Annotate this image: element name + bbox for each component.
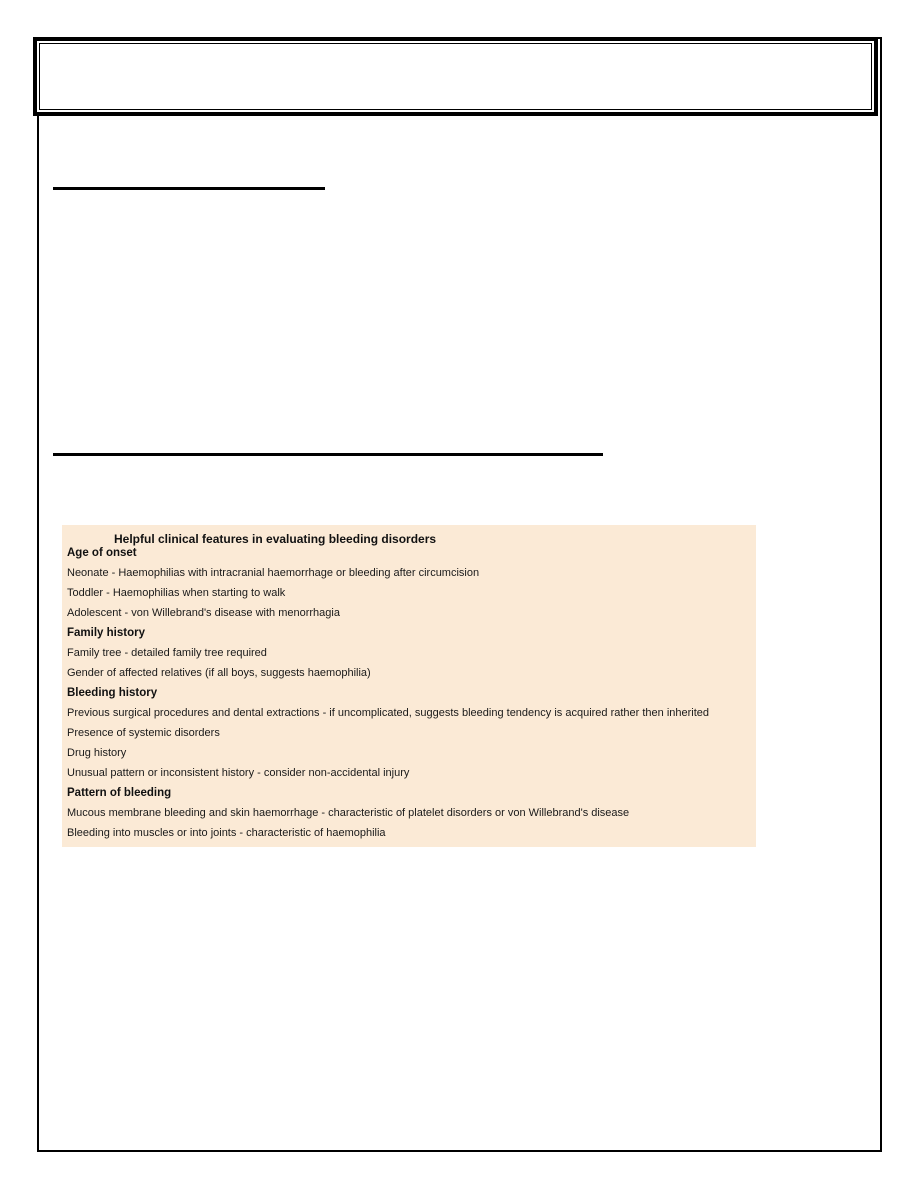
table-row: Adolescent - von Willebrand's disease with menorrhagia bbox=[67, 607, 340, 619]
table-row: Gender of affected relatives (if all boys, suggests haemophilia) bbox=[67, 667, 371, 679]
table-row: Unusual pattern or inconsistent history - consider non-accidental injury bbox=[67, 767, 410, 779]
section-heading-age-of-onset: Age of onset bbox=[67, 547, 137, 559]
clinical-features-table bbox=[62, 525, 756, 847]
section-heading-family-history: Family history bbox=[67, 627, 145, 639]
table-row: Toddler - Haemophilias when starting to walk bbox=[67, 587, 286, 599]
table-row: Neonate - Haemophilias with intracranial haemorrhage or bleeding after circumcision bbox=[67, 567, 480, 579]
table-title: Helpful clinical features in evaluating bleeding disorders bbox=[114, 532, 437, 546]
table-row: Bleeding into muscles or into joints - characteristic of haemophilia bbox=[67, 827, 386, 839]
table-row: Drug history bbox=[67, 747, 127, 759]
table-row: Family tree - detailed family tree required bbox=[67, 647, 267, 659]
section-heading-pattern-of-bleeding: Pattern of bleeding bbox=[67, 787, 172, 799]
section-heading-bleeding-history: Bleeding history bbox=[67, 687, 158, 699]
table-rows bbox=[67, 543, 709, 843]
header-box bbox=[33, 37, 878, 116]
table-row: Mucous membrane bleeding and skin haemorrhage - characteristic of platelet disorders or von Willebrand's disease bbox=[67, 807, 630, 819]
section-underline-2 bbox=[53, 453, 603, 456]
section-underline-1 bbox=[53, 187, 325, 190]
table-row: Previous surgical procedures and dental extractions - if uncomplicated, suggests bleeding tendency is acquired rather then inherited bbox=[67, 707, 710, 719]
table-row: Presence of systemic disorders bbox=[67, 727, 220, 739]
